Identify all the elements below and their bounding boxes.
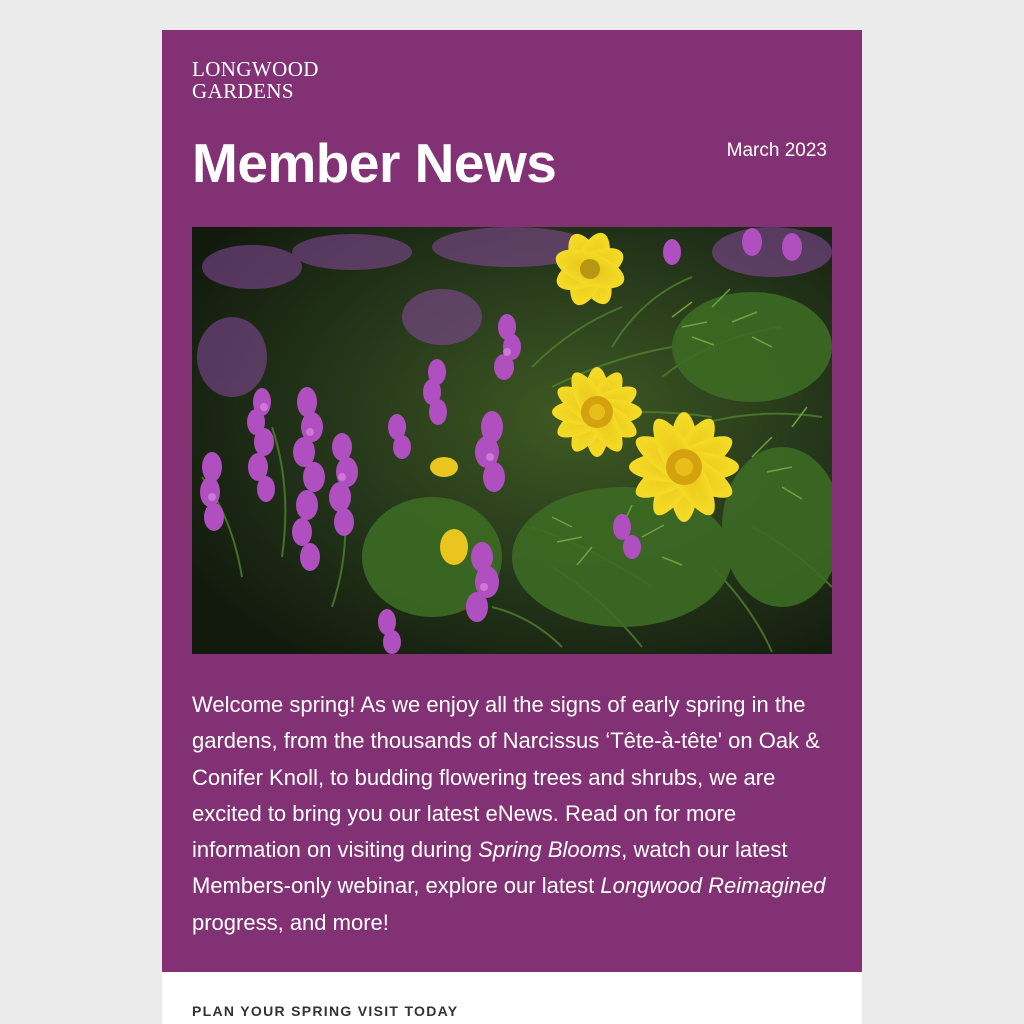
spring-blooms-emphasis: Spring Blooms [478, 837, 622, 863]
plan-visit-section-label: PLAN YOUR SPRING VISIT TODAY [192, 1003, 459, 1019]
intro-text-3: progress, and more! [192, 909, 389, 935]
logo-line-2: GARDENS [192, 79, 294, 103]
newsletter-title: Member News [192, 132, 557, 194]
flower-photo-illustration [192, 227, 832, 654]
intro-paragraph [192, 687, 832, 941]
logo-line-1: LONGWOOD [192, 57, 319, 81]
hero-section [162, 30, 862, 972]
intro-text-2: , watch our latest Members-only webinar, explore our latest [192, 837, 788, 899]
intro-text-1: Welcome spring! As we enjoy all the signs of early spring in the gardens, from the thousands of Narcissus ‘Tête-à-tête' on Oak & Conifer Knoll, to budding flowering trees and shrubs, we are excited to bring you our latest eNews. Read on for more information on visiting during [192, 692, 820, 863]
longwood-gardens-logo[interactable] [192, 58, 319, 102]
longwood-reimagined-emphasis: Longwood Reimagined [600, 873, 826, 899]
email-body [162, 30, 862, 1024]
hero-photo[interactable] [192, 227, 832, 654]
issue-date: March 2023 [726, 140, 827, 161]
